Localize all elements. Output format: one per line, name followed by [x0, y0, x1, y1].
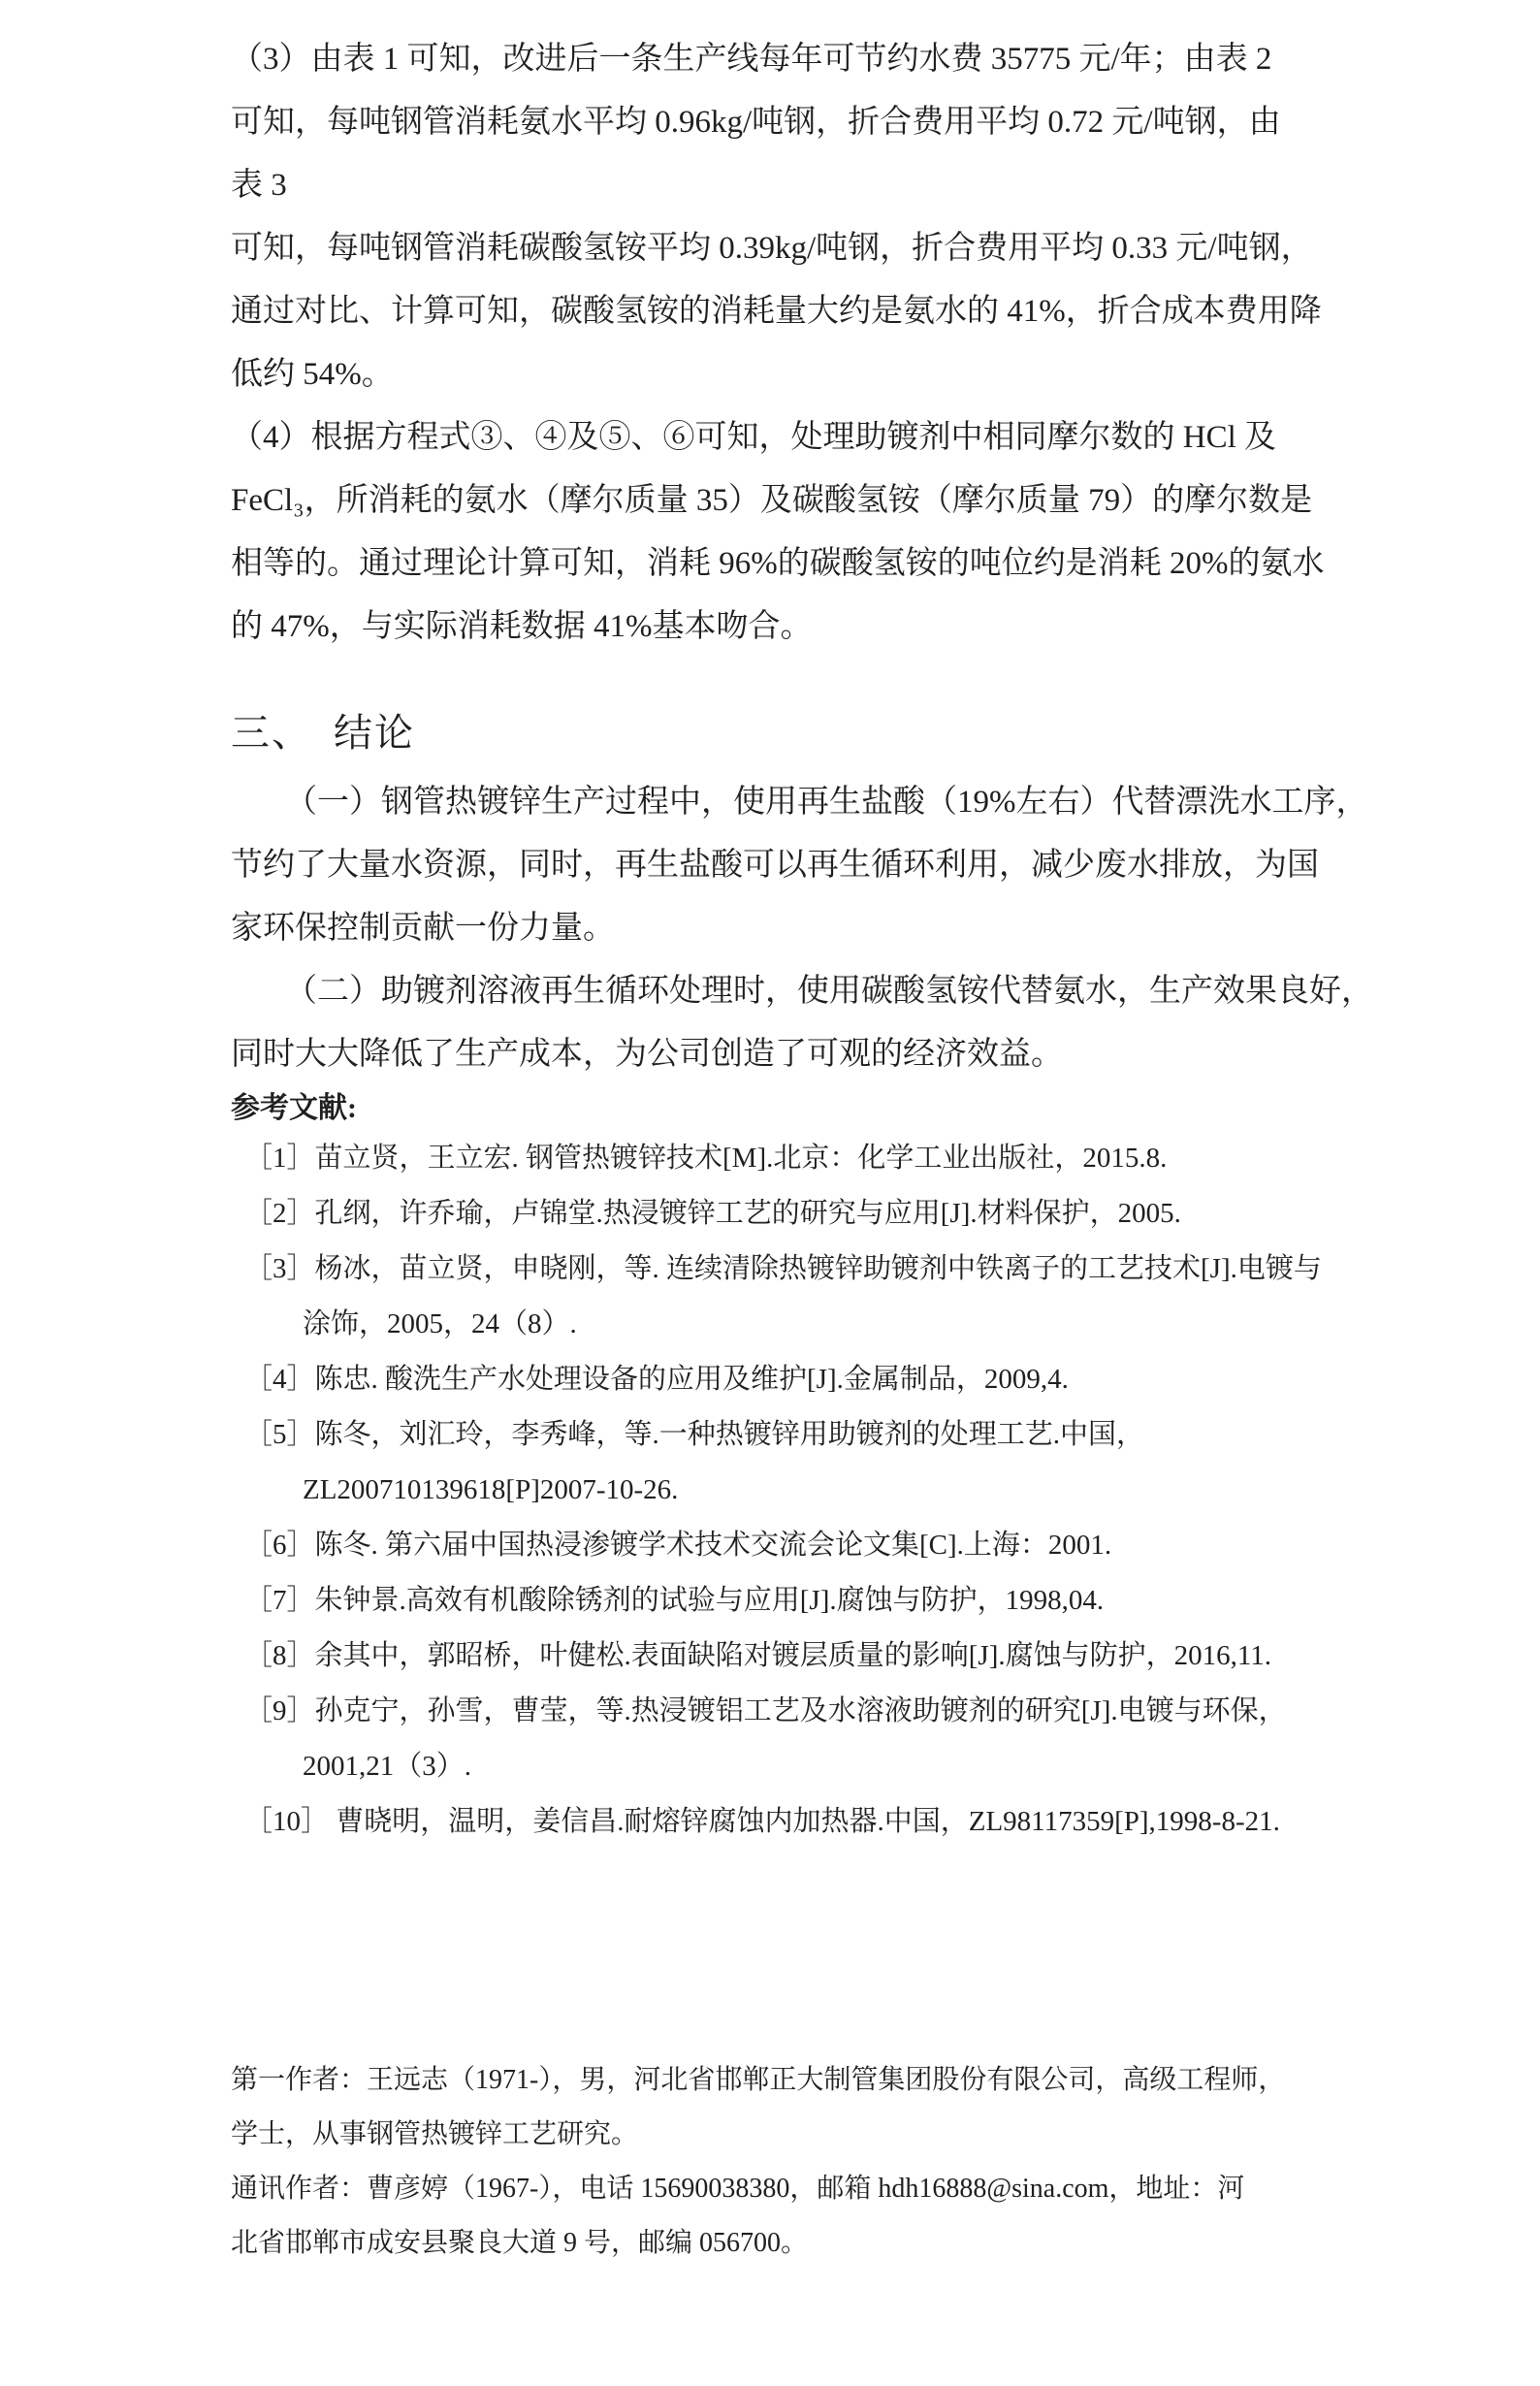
reference-item-2 [231, 1186, 1317, 1241]
para-conclusion-1 [231, 771, 1368, 960]
conclusion-heading: 三、 结论 [231, 711, 415, 755]
text-line: 可知，每吨钢管消耗氨水平均 0.96kg/吨钢，折合费用平均 0.72 元/吨钢，由 [231, 105, 1281, 140]
text-line: 通过对比、计算可知，碳酸氢铵的消耗量大约是氨水的 41%，折合成本费用降 [231, 294, 1322, 329]
text-line: 可知，每吨钢管消耗碳酸氢铵平均 0.39kg/吨钢，折合费用平均 0.33 元/吨钢， [231, 231, 1313, 266]
text-line: ［6］陈冬. 第六届中国热浸渗镀学术技术交流会论文集[C].上海：2001. [244, 1530, 1112, 1561]
text-line: 的 47%，与实际消耗数据 41%基本吻合。 [231, 609, 813, 644]
para-3 [231, 28, 1322, 406]
reference-item-9 [231, 1684, 1317, 1794]
text-line: （一）钢管热镀锌生产过程中，使用再生盐酸（19%左右）代替漂洗水工序， [285, 785, 1368, 820]
references-heading: 参考文献: [231, 1092, 357, 1124]
para-conclusion-2 [231, 960, 1373, 1086]
reference-item-1 [231, 1131, 1317, 1186]
reference-item-3 [231, 1241, 1322, 1352]
text-line: 第一作者：王远志（1971-），男，河北省邯郸正大制管集团股份有限公司，高级工程师， [231, 2065, 1286, 2095]
text-line: ［7］朱钟景.高效有机酸除锈剂的试验与应用[J].腐蚀与防护，1998,04. [244, 1585, 1105, 1616]
text-line: ［5］陈冬，刘汇玲，李秀峰，等.一种热镀锌用助镀剂的处理工艺.中国， [244, 1419, 1145, 1450]
text-line: 北省邯郸市成安县聚良大道 9 号，邮编 056700。 [231, 2228, 809, 2258]
reference-item-7 [231, 1573, 1317, 1628]
text-line: 家环保控制贡献一份力量。 [231, 911, 615, 946]
text-line: ZL200710139618[P]2007-10-26. [303, 1474, 679, 1505]
text-line: 表 3 [231, 168, 287, 203]
reference-item-10 [231, 1794, 1317, 1850]
text-line: ［2］孔纲，许乔瑜，卢锦堂.热浸镀锌工艺的研究与应用[J].材料保护，2005. [244, 1198, 1181, 1229]
text-line: 通讯作者：曹彦婷（1967-），电话 15690038380，邮箱 hdh16888@sina.com，地址：河 [231, 2174, 1245, 2204]
text-line: （3）由表 1 可知，改进后一条生产线每年可节约水费 35775 元/年；由表 2 [231, 42, 1272, 77]
text-line: ［8］余其中，郭昭桥，叶健松.表面缺陷对镀层质量的影响[J].腐蚀与防护，2016,11. [244, 1640, 1272, 1671]
text-line: ［4］陈忠. 酸洗生产水处理设备的应用及维护[J].金属制品，2009,4. [244, 1364, 1069, 1395]
text-line: 学士，从事钢管热镀锌工艺研究。 [231, 2119, 639, 2149]
text-line: ［3］杨冰，苗立贤，申晓刚，等. 连续清除热镀锌助镀剂中铁离子的工艺技术[J].电镀与 [244, 1253, 1322, 1284]
text-line: （4）根据方程式③、④及⑤、⑥可知，处理助镀剂中相同摩尔数的 HCl 及 [231, 420, 1277, 455]
text-line: 涂饰，2005，24（8）. [303, 1308, 577, 1339]
reference-item-4 [231, 1352, 1317, 1407]
text-line: 节约了大量水资源，同时，再生盐酸可以再生循环利用，减少废水排放，为国 [231, 848, 1319, 883]
reference-item-5 [231, 1407, 1317, 1518]
analysis-paragraphs [231, 28, 1325, 659]
text-line: ［10］ 曹晓明，温明，姜信昌.耐熔锌腐蚀内加热器.中国，ZL98117359[P],1998-8-21. [244, 1806, 1280, 1837]
conclusion-paragraphs [231, 771, 1373, 1086]
text-line: 低约 54%。 [231, 357, 394, 392]
text-line: （二）助镀剂溶液再生循环处理时，使用碳酸氢铵代替氨水，生产效果良好， [285, 974, 1373, 1009]
text-line: 2001,21（3）. [303, 1751, 472, 1782]
text-line: FeCl₃，所消耗的氨水（摩尔质量 35）及碳酸氢铵（摩尔质量 79）的摩尔数是 [231, 483, 1313, 518]
reference-item-8 [231, 1628, 1317, 1684]
text-line: ［1］苗立贤，王立宏. 钢管热镀锌技术[M].北京：化学工业出版社，2015.8. [244, 1143, 1168, 1174]
text-line: ［9］孙克宁，孙雪，曹莹，等.热浸镀铝工艺及水溶液助镀剂的研究[J].电镀与环保， [244, 1695, 1287, 1726]
text-line: 同时大大降低了生产成本，为公司创造了可观的经济效益。 [231, 1037, 1063, 1072]
references-list [231, 1131, 1322, 1850]
para-4 [231, 406, 1325, 659]
reference-item-6 [231, 1518, 1317, 1573]
author-info [231, 2053, 1317, 2271]
text-line: 相等的。通过理论计算可知，消耗 96%的碳酸氢铵的吨位约是消耗 20%的氨水 [231, 546, 1325, 581]
